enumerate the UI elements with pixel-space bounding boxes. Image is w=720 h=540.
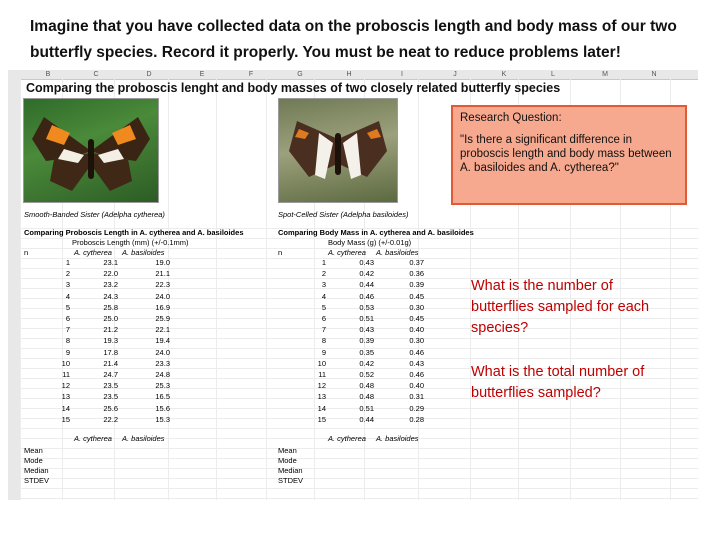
column-header[interactable]: C bbox=[93, 71, 99, 78]
instruction-text: Imagine that you have collected data on the proboscis length and body mass of our two butterfly species. Record it properly. You must be neat to reduce problems later! bbox=[30, 18, 677, 61]
table2-heading: Comparing Body Mass in A. cytherea and A. basiloides bbox=[278, 228, 474, 237]
table-cell-value[interactable]: 19.4 bbox=[155, 336, 170, 346]
column-header[interactable]: B bbox=[45, 71, 51, 78]
table-cell-n[interactable]: 12 bbox=[317, 381, 326, 391]
table-cell-value[interactable]: 0.37 bbox=[409, 258, 424, 267]
table-cell-value[interactable]: 0.53 bbox=[359, 302, 374, 312]
table-cell-value[interactable]: 25.6 bbox=[103, 403, 118, 413]
table-cell-n[interactable]: 13 bbox=[61, 392, 70, 402]
table-cell-n[interactable]: 15 bbox=[61, 414, 70, 424]
table-cell-n[interactable]: 10 bbox=[317, 358, 326, 368]
question-2: What is the total number of butterflies sampled? bbox=[471, 364, 645, 401]
stat-label-mean[interactable]: Mean bbox=[24, 446, 43, 455]
stat-label-stdev[interactable]: STDEV bbox=[278, 476, 304, 485]
table-cell-value[interactable]: 23.2 bbox=[103, 280, 118, 290]
table-cell-value[interactable]: 0.46 bbox=[359, 291, 374, 301]
column-header[interactable]: E bbox=[199, 71, 205, 78]
table-cell-value[interactable]: 0.35 bbox=[359, 347, 374, 357]
table-cell-value[interactable]: 0.29 bbox=[409, 403, 424, 413]
table-cell-n[interactable]: 7 bbox=[321, 325, 326, 335]
gridline-vertical bbox=[266, 79, 267, 500]
table-cell-n[interactable]: 10 bbox=[61, 358, 70, 368]
table2-species2: A. basiloides bbox=[376, 248, 419, 257]
table-cell-n[interactable]: 2 bbox=[321, 269, 326, 279]
table-cell-n[interactable]: 14 bbox=[317, 403, 326, 413]
column-header[interactable]: K bbox=[501, 71, 507, 78]
stat-label-mean[interactable]: Mean bbox=[278, 446, 297, 455]
table-cell-n[interactable]: 4 bbox=[321, 291, 326, 301]
photo-caption: Smooth-Banded Sister (Adelpha cytherea) bbox=[24, 210, 165, 219]
stat-label-mode[interactable]: Mode bbox=[24, 456, 43, 465]
table-cell-value[interactable]: 0.46 bbox=[409, 347, 424, 357]
table2-n-label: n bbox=[278, 248, 283, 257]
table-cell-n[interactable]: 11 bbox=[318, 370, 326, 379]
table1-footer-species2: A. basiloides bbox=[122, 434, 165, 443]
table-cell-n[interactable]: 6 bbox=[321, 314, 326, 323]
table1-heading: Comparing Proboscis Length in A. cytherea and A. basiloides bbox=[24, 228, 244, 237]
table-cell-value[interactable]: 0.28 bbox=[409, 414, 424, 424]
table-cell-value[interactable]: 25.8 bbox=[103, 302, 118, 312]
table-cell-n[interactable]: 8 bbox=[65, 336, 70, 346]
table-cell-value[interactable]: 0.40 bbox=[409, 325, 424, 335]
table-cell-value[interactable]: 19.3 bbox=[103, 336, 118, 346]
table-cell-value[interactable]: 0.51 bbox=[359, 403, 374, 413]
table-cell-value[interactable]: 21.1 bbox=[155, 269, 170, 279]
gridline-horizontal bbox=[20, 428, 698, 429]
table1-n-label: n bbox=[24, 248, 29, 257]
table-cell-value[interactable]: 0.31 bbox=[409, 392, 424, 402]
table-cell-value[interactable]: 16.5 bbox=[155, 392, 170, 402]
butterfly-photo-basiloides bbox=[278, 98, 398, 203]
table-cell-value[interactable]: 15.6 bbox=[155, 403, 170, 413]
column-header[interactable]: I bbox=[401, 71, 403, 78]
table-cell-value[interactable]: 23.5 bbox=[103, 381, 118, 391]
table1-species1: A. cytherea bbox=[74, 248, 112, 257]
table-cell-value[interactable]: 23.3 bbox=[155, 358, 170, 368]
table-cell-n[interactable]: 11 bbox=[62, 370, 70, 379]
question-1: What is the number of butterflies sampled for each species? bbox=[471, 278, 650, 336]
table-cell-value[interactable]: 15.3 bbox=[155, 414, 170, 424]
research-question-title: Research Question: bbox=[460, 112, 562, 124]
table-cell-n[interactable]: 14 bbox=[61, 403, 70, 413]
table-cell-value[interactable]: 0.40 bbox=[409, 381, 424, 391]
stat-label-mode[interactable]: Mode bbox=[278, 456, 297, 465]
gridline-vertical bbox=[216, 79, 217, 500]
table-cell-n[interactable]: 2 bbox=[65, 269, 70, 279]
table-cell-n[interactable]: 13 bbox=[317, 392, 326, 402]
table-cell-value[interactable]: 17.8 bbox=[103, 347, 118, 357]
table-cell-value[interactable]: 24.3 bbox=[103, 291, 118, 301]
table-cell-value[interactable]: 0.48 bbox=[359, 381, 374, 391]
research-question-box bbox=[451, 105, 687, 205]
table-cell-n[interactable]: 3 bbox=[321, 280, 326, 290]
column-header[interactable]: L bbox=[551, 71, 555, 78]
table-cell-value[interactable]: 24.7 bbox=[103, 370, 118, 379]
table-cell-value[interactable]: 0.43 bbox=[409, 358, 424, 368]
table-cell-value[interactable]: 0.45 bbox=[409, 314, 424, 323]
column-header[interactable]: N bbox=[651, 71, 657, 78]
gridline-horizontal bbox=[20, 448, 698, 449]
table-cell-value[interactable]: 22.3 bbox=[155, 280, 170, 290]
gridline-horizontal bbox=[20, 498, 698, 499]
table-cell-value[interactable]: 0.46 bbox=[409, 370, 424, 379]
table-cell-value[interactable]: 19.0 bbox=[155, 258, 170, 267]
table-cell-value[interactable]: 25.9 bbox=[155, 314, 170, 323]
table-cell-value[interactable]: 16.9 bbox=[155, 302, 170, 312]
table-cell-value[interactable]: 24.0 bbox=[155, 347, 170, 357]
table-cell-value[interactable]: 0.42 bbox=[359, 269, 374, 279]
table1-species2: A. basiloides bbox=[122, 248, 165, 257]
table-cell-value[interactable]: 25.3 bbox=[155, 381, 170, 391]
table-cell-value[interactable]: 0.30 bbox=[409, 336, 424, 346]
gridline-horizontal bbox=[20, 468, 698, 469]
table-cell-value[interactable]: 0.45 bbox=[409, 291, 424, 301]
table-cell-n[interactable]: 1 bbox=[65, 258, 70, 267]
column-header[interactable]: M bbox=[602, 71, 608, 78]
table-cell-n[interactable]: 12 bbox=[61, 381, 70, 391]
table-cell-value[interactable]: 0.43 bbox=[359, 325, 374, 335]
sheet-title: Comparing the proboscis lenght and body masses of two closely related butterfly species bbox=[26, 81, 561, 95]
table-cell-value[interactable]: 0.42 bbox=[359, 358, 374, 368]
table-cell-value[interactable]: 22.2 bbox=[103, 414, 118, 424]
table2-footer-species1: A. cytherea bbox=[328, 434, 366, 443]
table-cell-value[interactable]: 22.1 bbox=[155, 325, 170, 335]
stat-label-median[interactable]: Median bbox=[278, 466, 303, 475]
table-cell-value[interactable]: 24.0 bbox=[155, 291, 170, 301]
table-cell-value[interactable]: 0.51 bbox=[359, 314, 374, 323]
table-cell-value[interactable]: 0.44 bbox=[359, 414, 374, 424]
table-cell-value[interactable]: 0.36 bbox=[409, 269, 424, 279]
gridline-horizontal bbox=[20, 488, 698, 489]
table-cell-value[interactable]: 0.48 bbox=[359, 392, 374, 402]
table-cell-n[interactable]: 9 bbox=[65, 347, 70, 357]
table2-measure: Body Mass (g) (+/-0.01g) bbox=[328, 238, 412, 247]
butterfly-photo-cytherea bbox=[23, 98, 159, 203]
column-header-bar bbox=[8, 70, 698, 80]
gridline-vertical bbox=[20, 79, 21, 500]
table-cell-n[interactable]: 4 bbox=[65, 291, 70, 301]
gridline-horizontal bbox=[20, 458, 698, 459]
table-cell-value[interactable]: 21.2 bbox=[103, 325, 118, 335]
table-cell-n[interactable]: 5 bbox=[321, 302, 326, 312]
column-header[interactable]: H bbox=[346, 71, 352, 78]
table1-measure: Proboscis Length (mm) (+/-0.1mm) bbox=[72, 238, 189, 247]
table-cell-n[interactable]: 5 bbox=[65, 302, 70, 312]
table-cell-value[interactable]: 0.52 bbox=[359, 370, 374, 379]
table-cell-value[interactable]: 23.5 bbox=[103, 392, 118, 402]
table-cell-n[interactable]: 1 bbox=[321, 258, 326, 267]
column-header[interactable]: J bbox=[453, 71, 457, 78]
table1-footer-species1: A. cytherea bbox=[74, 434, 112, 443]
table-cell-value[interactable]: 0.44 bbox=[359, 280, 374, 290]
table-cell-value[interactable]: 23.1 bbox=[103, 258, 118, 267]
photo-caption: Spot-Celled Sister (Adelpha basiloides) bbox=[278, 210, 409, 219]
table2-species1: A. cytherea bbox=[328, 248, 366, 257]
table-cell-n[interactable]: 8 bbox=[321, 336, 326, 346]
table-cell-value[interactable]: 21.4 bbox=[103, 358, 118, 368]
gridline-horizontal bbox=[20, 478, 698, 479]
table-cell-value[interactable]: 0.39 bbox=[409, 280, 424, 290]
table-cell-n[interactable]: 15 bbox=[317, 414, 326, 424]
table-cell-n[interactable]: 7 bbox=[65, 325, 70, 335]
table-cell-n[interactable]: 9 bbox=[321, 347, 326, 357]
table-cell-value[interactable]: 0.39 bbox=[359, 336, 374, 346]
table-cell-n[interactable]: 3 bbox=[65, 280, 70, 290]
table-cell-value[interactable]: 22.0 bbox=[103, 269, 118, 279]
table-cell-value[interactable]: 25.0 bbox=[103, 314, 118, 323]
table-cell-value[interactable]: 0.43 bbox=[359, 258, 374, 267]
column-header[interactable]: D bbox=[146, 71, 152, 78]
research-question-text: "Is there a significant difference in proboscis length and body mass between A. basiloides and A. cytherea?" bbox=[460, 134, 672, 174]
stat-label-median[interactable]: Median bbox=[24, 466, 49, 475]
table-cell-value[interactable]: 24.8 bbox=[155, 370, 170, 379]
column-header[interactable]: G bbox=[297, 71, 303, 78]
table-cell-n[interactable]: 6 bbox=[65, 314, 70, 323]
column-header[interactable]: F bbox=[248, 71, 254, 78]
stat-label-stdev[interactable]: STDEV bbox=[24, 476, 50, 485]
table2-footer-species2: A. basiloides bbox=[376, 434, 419, 443]
table-cell-value[interactable]: 0.30 bbox=[409, 302, 424, 312]
